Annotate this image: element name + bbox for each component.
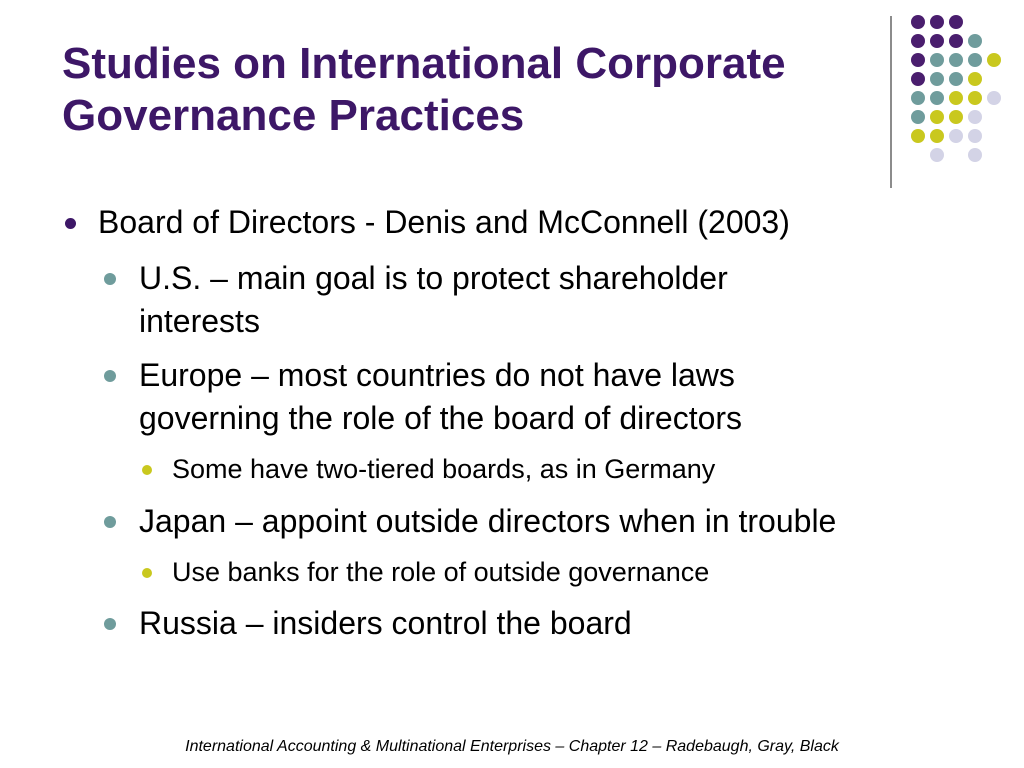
bullet-dot-icon	[142, 568, 152, 578]
bullet-item-level-1	[98, 202, 918, 242]
bullet-text: U.S. – main goal is to protect shareholder interests	[139, 260, 728, 339]
bullet-dot-icon	[104, 516, 116, 528]
decorative-dot	[968, 129, 982, 143]
decorative-dot	[911, 15, 925, 29]
decorative-dot	[949, 15, 963, 29]
slide-title-line-2: Governance Practices	[62, 91, 525, 140]
decorative-dot	[968, 72, 982, 86]
decorative-dot	[930, 148, 944, 162]
bullet-dot-icon	[104, 273, 116, 285]
decorative-dot	[930, 110, 944, 124]
decorative-dot	[930, 72, 944, 86]
bullet-item-level-2	[139, 354, 851, 440]
decorative-dot	[949, 53, 963, 67]
decorative-dot	[911, 129, 925, 143]
bullet-text: Russia – insiders control the board	[139, 605, 632, 641]
decorative-dot	[930, 34, 944, 48]
decorative-dot	[968, 148, 982, 162]
decorative-dot	[930, 15, 944, 29]
bullet-text: Board of Directors - Denis and McConnell (2003)	[98, 204, 790, 240]
title-divider-line	[890, 16, 892, 188]
decorative-dot	[911, 91, 925, 105]
decorative-dot	[987, 53, 1001, 67]
decorative-dot	[968, 91, 982, 105]
decorative-dot	[968, 110, 982, 124]
bullet-dot-icon	[65, 218, 76, 229]
bullet-text: Use banks for the role of outside governance	[172, 557, 710, 587]
bullet-item-level-2	[139, 257, 839, 343]
bullet-item-level-3	[172, 452, 952, 486]
decorative-dot	[911, 110, 925, 124]
decorative-dot	[968, 34, 982, 48]
footer-text: International Accounting & Multinational Enterprises – Chapter 12 – Radebaugh, Gray, Black	[185, 738, 839, 755]
slide-footer	[0, 738, 1024, 756]
decorative-dot	[911, 34, 925, 48]
bullet-item-level-3	[172, 555, 952, 589]
decorative-dot	[930, 53, 944, 67]
decorative-dot	[987, 91, 1001, 105]
bullet-text: Japan – appoint outside directors when in trouble	[139, 503, 837, 539]
bullet-text: Europe – most countries do not have laws governing the role of the board of directors	[139, 357, 743, 436]
slide-title-line-1: Studies on International Corporate	[62, 39, 786, 88]
decorative-dot	[949, 72, 963, 86]
slide-title	[62, 38, 882, 142]
bullet-dot-icon	[104, 618, 116, 630]
decorative-dot	[949, 110, 963, 124]
decorative-dot	[911, 53, 925, 67]
decorative-dot	[949, 91, 963, 105]
decorative-dot	[930, 129, 944, 143]
decorative-dot	[911, 72, 925, 86]
decorative-dot	[968, 53, 982, 67]
bullet-text: Some have two-tiered boards, as in Germany	[172, 454, 716, 484]
bullet-item-level-2	[139, 500, 999, 543]
decorative-dot	[949, 129, 963, 143]
decorative-dot	[930, 91, 944, 105]
bullet-item-level-2	[139, 602, 959, 645]
bullet-dot-icon	[142, 465, 152, 475]
decorative-dot	[949, 34, 963, 48]
bullet-dot-icon	[104, 370, 116, 382]
